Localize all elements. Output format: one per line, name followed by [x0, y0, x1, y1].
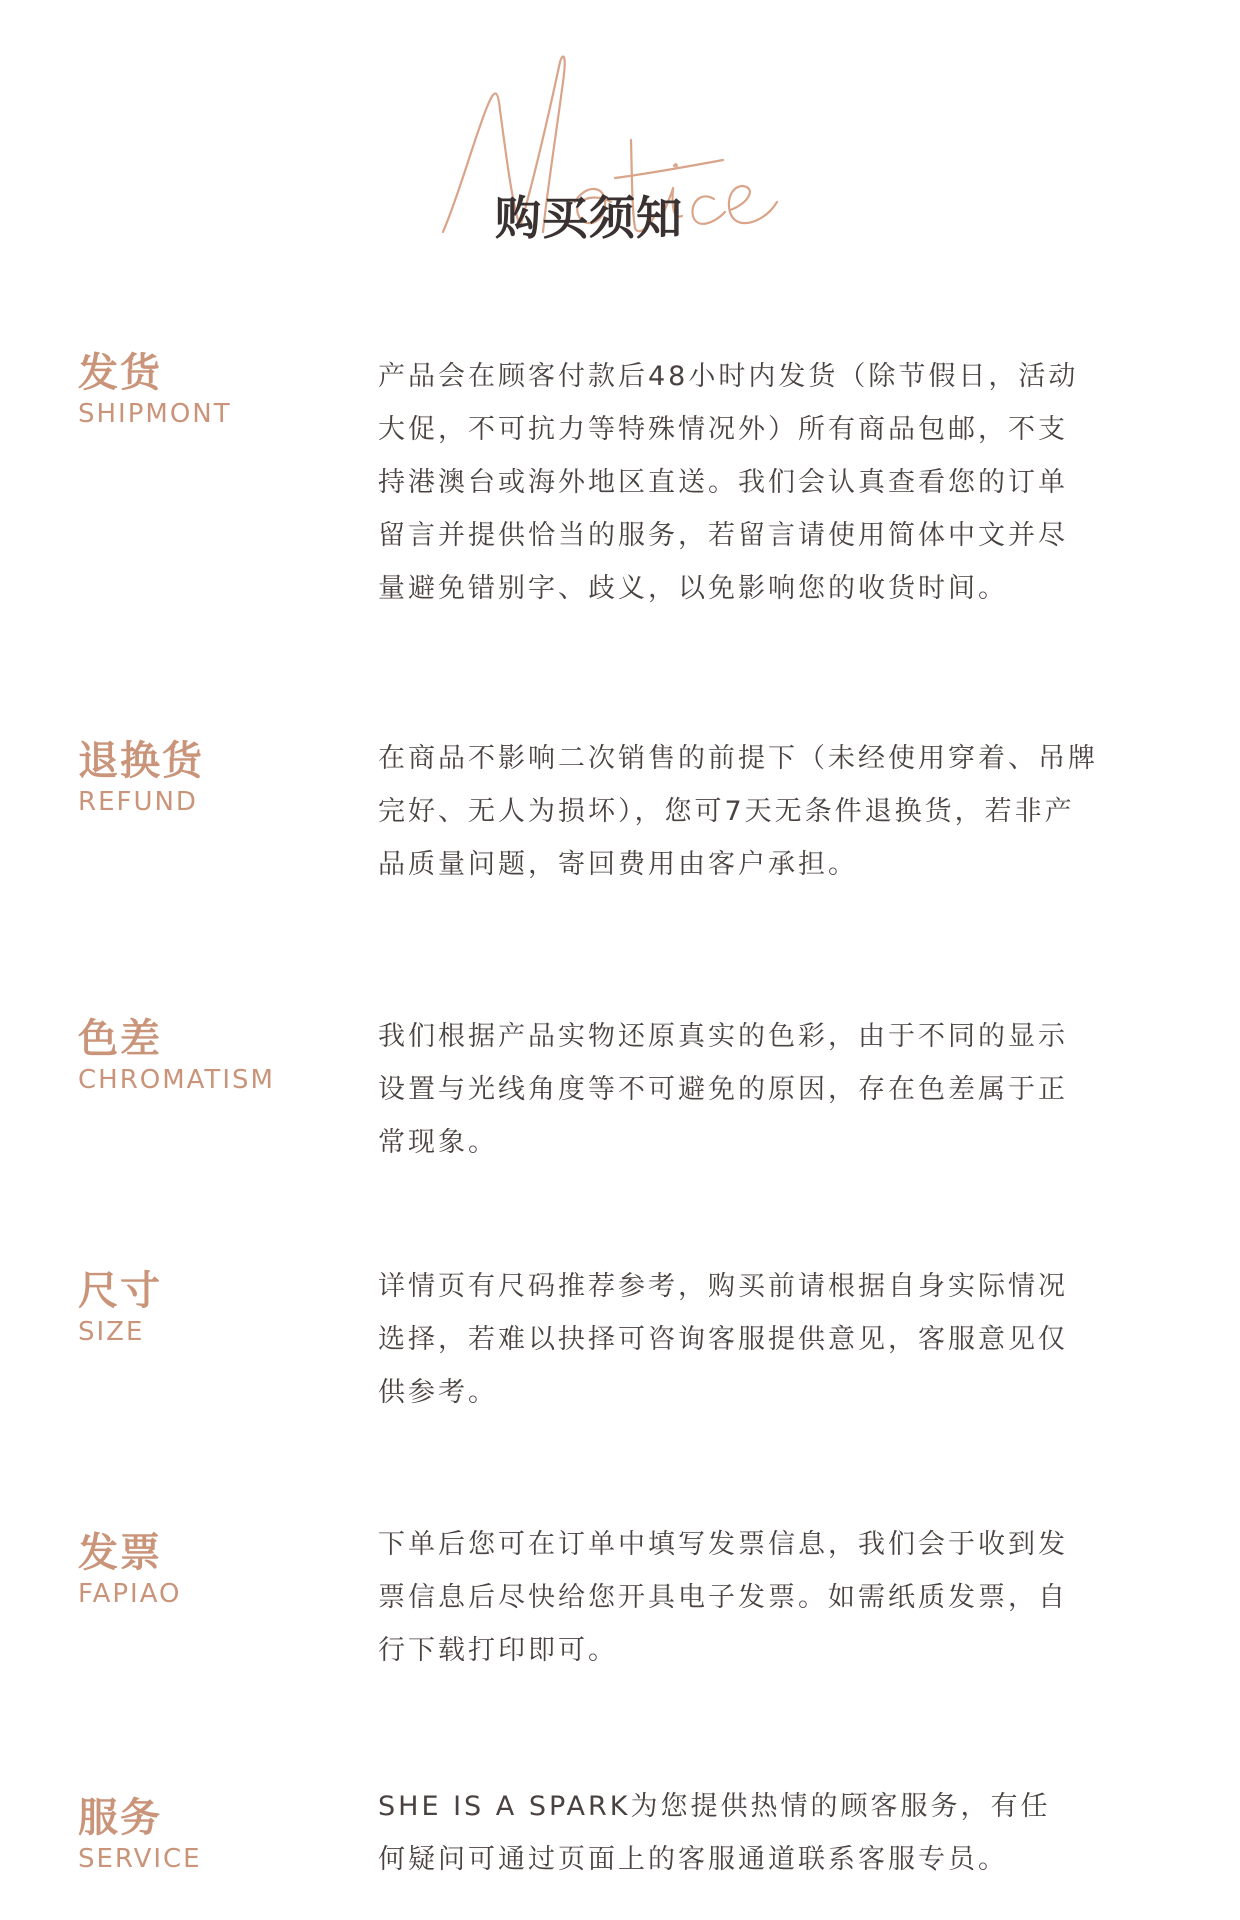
section-title-cn: 服务: [78, 1795, 162, 1841]
section-body: 在商品不影响二次销售的前提下（未经使用穿着、吊牌 完好、无人为损坏），您可7天无条件退换货，若非产 品质量问题，寄回费用由客户承担。: [378, 743, 1098, 880]
section-title-cn: 发货: [78, 350, 162, 396]
section-body: 产品会在顾客付款后48小时内发货（除节假日，活动 大促，不可抗力等特殊情况外）所有商品包邮，不支 持港澳台或海外地区直送。我们会认真查看您的订单 留言并提供恰当的服务，若留言请使用简体中文并尽 量避免错别字、歧义，以免影响您的收货时间。: [378, 361, 1079, 604]
section-body: 下单后您可在订单中填写发票信息，我们会于收到发 票信息后尽快给您开具电子发票。如需纸质发票，自 行下载打印即可。: [378, 1529, 1068, 1666]
section-body: 详情页有尺码推荐参考，购买前请根据自身实际情况 选择，若难以抉择可咨询客服提供意见，客服意见仅 供参考。: [378, 1271, 1068, 1408]
section-title: [78, 738, 358, 818]
page-title: 购买须知: [495, 191, 683, 245]
section-title-en: SIZE: [78, 1317, 145, 1347]
section-title: [78, 1795, 358, 1875]
section-body: SHE IS A SPARK为您提供热情的顾客服务，有任 何疑问可通过页面上的客服通道联系客服专员。: [378, 1791, 1051, 1875]
section-title-en: CHROMATISM: [78, 1065, 275, 1095]
section-title-cn: 退换货: [78, 738, 204, 784]
section-title: [78, 1268, 358, 1348]
section-title: [78, 1016, 358, 1096]
section-title-cn: 发票: [78, 1530, 162, 1576]
section-title-en: REFUND: [78, 787, 198, 817]
section-body: 我们根据产品实物还原真实的色彩，由于不同的显示 设置与光线角度等不可避免的原因，存在色差属于正 常现象。: [378, 1021, 1068, 1158]
page-header: [0, 0, 1240, 300]
section-title: [78, 350, 358, 430]
section-title: [78, 1530, 358, 1610]
section-title-en: FAPIAO: [78, 1579, 182, 1609]
section-title-en: SHIPMONT: [78, 399, 232, 429]
section-title-cn: 尺寸: [78, 1268, 162, 1314]
section-title-cn: 色差: [78, 1016, 162, 1062]
section-title-en: SERVICE: [78, 1844, 202, 1874]
